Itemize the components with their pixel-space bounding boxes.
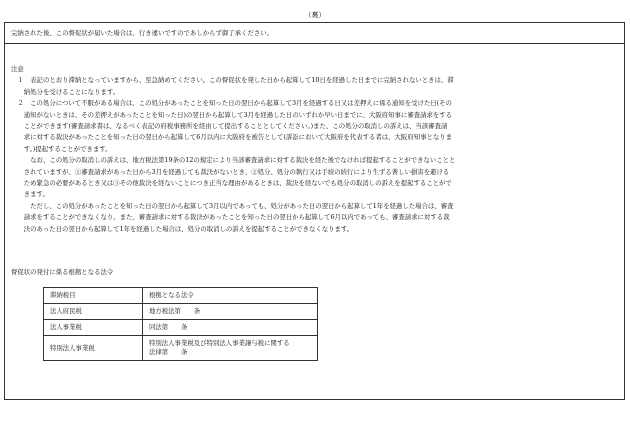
note-line: 求に対する裁決があったことを知った日の翌日から起算して6月以内に大阪府を被告として(訴訟において大阪府を代表する者は、大阪府知事となりま <box>11 133 453 142</box>
law-table <box>43 287 318 361</box>
note-line: ことができます(審査請求書は、なるべく表記の府税事務所を経由して提出することとしてください。)また、この処分の取消しの訴えは、当該審査請 <box>11 122 448 131</box>
page-header: （裏） <box>304 11 326 19</box>
note-line: 通知がないときは、その差押えがあったことを知った日)の翌日から起算して3月を経過した日のいずれか早い日までに、大阪府知事に審査請求をする <box>11 110 453 119</box>
table-header-cell: 根拠となる法令 <box>143 288 318 304</box>
document-frame <box>4 22 625 400</box>
intro-text: 完納された後、この督促状が届いた場合は、行き違いですのであしからず御了承ください。 <box>11 29 274 37</box>
notes-section <box>11 64 618 235</box>
law-section-title: 督促状の発付に係る根拠となる法令 <box>11 268 114 276</box>
note-line: １ 表記のとおり滞納となっていますから、至急納めてください。この督促状を発した日から起算して10日を経過した日までに完納されないときは、滞 <box>11 76 454 85</box>
table-cell: 特別法人事業税 <box>44 336 143 361</box>
table-cell: 法人府民税 <box>44 304 143 320</box>
note-line: ２ この処分について不服がある場合は、この処分があったことを知った日の翌日から起算して3月を経過する日又は差押えに係る通知を受けた日(その <box>11 99 452 108</box>
note-line: す。)提起することができます。 <box>11 144 112 153</box>
table-row <box>44 336 318 361</box>
notes-title: 注意 <box>11 65 24 73</box>
note-line: なお、この処分の取消しの訴えは、地方税法第19条の12の規定により当該審査請求に対する裁決を経た後でなければ提起することができないことと <box>11 156 456 165</box>
table-cell: 特別法人事業税及び特別法人事業譲与税に関する 法律第 条 <box>143 336 318 361</box>
note-line: されていますが、①審査請求があった日から3月を経過しても裁決がないとき、②処分、処分の執行又は手続の続行により生ずる著しい損害を避ける <box>11 167 450 176</box>
note-line: ただし、この処分があったことを知った日の翌日から起算して3月以内であっても、処分があった日の翌日から起算して1年を経過した場合は、審査 <box>11 201 454 210</box>
note-line: 納処分を受けることになります。 <box>11 87 120 96</box>
note-line: 決のあった日の翌日から起算して1年を経過した場合は、処分の取消しの訴えを提起することができなくなります。 <box>11 224 354 233</box>
note-line: 請求をすることができなくなり、また、審査請求に対する裁決があったことを知った日の翌日から起算して6月以内であっても、審査請求に対する裁 <box>11 213 450 222</box>
note-line: ため緊急の必要があるとき又は③その他裁決を経ないことにつき正当な理由があるときは、裁決を経ないでも処分の取消しの訴えを提起することがで <box>11 179 452 188</box>
divider <box>5 43 624 44</box>
table-header-cell: 滞納税目 <box>44 288 143 304</box>
table-cell: 法人事業税 <box>44 320 143 336</box>
table-cell: 同法第 条 <box>143 320 318 336</box>
table-row <box>44 288 318 304</box>
table-row <box>44 304 318 320</box>
table-cell: 地方税法第 条 <box>143 304 318 320</box>
table-row <box>44 320 318 336</box>
note-line: きます。 <box>11 190 49 199</box>
